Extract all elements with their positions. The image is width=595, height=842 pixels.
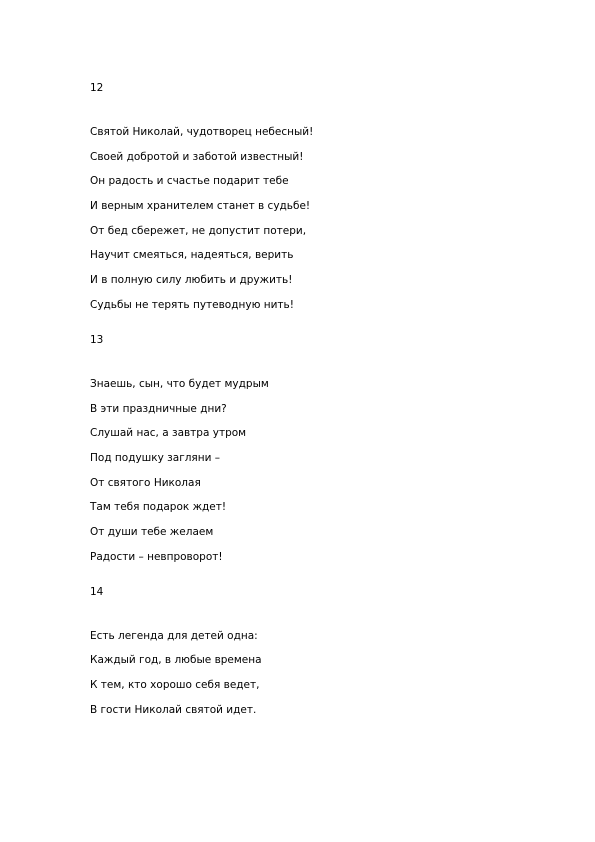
poem-lines	[90, 124, 550, 313]
poem-lines	[90, 628, 550, 718]
poem-line: Радости – невпроворот!	[90, 550, 223, 563]
poem-line: Каждый год, в любые времена	[90, 654, 262, 667]
poem-line: Судьбы не терять путеводную нить!	[90, 298, 294, 311]
poem-line: Он радость и счастье подарит тебе	[90, 175, 289, 188]
poem-line: От святого Николая	[90, 476, 201, 489]
poem-section-12	[90, 80, 550, 313]
poem-line: В эти праздничные дни?	[90, 402, 227, 415]
poem-line: Своей добротой и заботой известный!	[90, 150, 304, 163]
poem-line: Под подушку загляни –	[90, 451, 221, 464]
poem-number: 13	[90, 333, 104, 346]
poem-line: Есть легенда для детей одна:	[90, 629, 258, 642]
poem-line: Знаешь, сын, что будет мудрым	[90, 377, 269, 390]
poem-lines	[90, 376, 550, 565]
poem-section-14	[90, 584, 550, 718]
poem-line: От бед сбережет, не допустит потери,	[90, 224, 307, 237]
poem-line: В гости Николай святой идет.	[90, 703, 257, 716]
poem-line: И верным хранителем станет в судьбе!	[90, 200, 311, 213]
poem-line: И в полную силу любить и дружить!	[90, 274, 293, 287]
poem-line: Святой Николай, чудотворец небесный!	[90, 126, 314, 138]
poem-line: Там тебя подарок ждет!	[90, 501, 227, 514]
poem-number: 12	[90, 82, 104, 94]
poem-line: Научит смеяться, надеяться, верить	[90, 249, 294, 262]
poem-line: Слушай нас, а завтра утром	[90, 427, 247, 440]
poem-section-13	[90, 332, 550, 565]
poem-line: От души тебе желаем	[90, 525, 214, 538]
poem-line: К тем, кто хорошо себя ведет,	[90, 679, 260, 691]
poem-number: 14	[90, 585, 104, 598]
document-content	[90, 80, 550, 726]
